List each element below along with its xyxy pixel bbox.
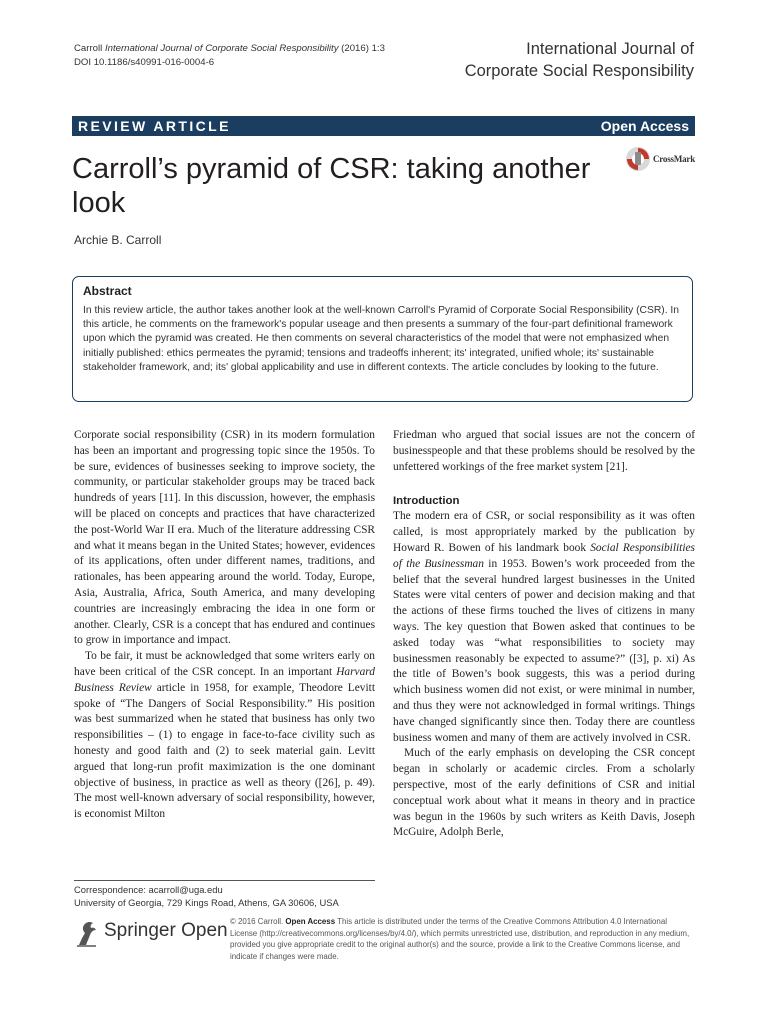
article-type-banner <box>72 116 695 136</box>
abstract-box <box>72 276 693 402</box>
article-title: Carroll’s pyramid of CSR: taking another look <box>72 153 591 219</box>
doi: DOI 10.1186/s40991-016-0004-6 <box>74 57 215 68</box>
paragraph <box>74 649 375 823</box>
paragraph <box>393 509 695 746</box>
abstract-heading: Abstract <box>83 284 132 298</box>
abstract-body: In this review article, the author takes another look at the well-known Carroll's Pyramid of Corporate Social Responsibility (CSR). In this article, he comments on the framework's popular useage and then presents a summary of the four-part definitional framework upon which the pyramid was created. He then comments on several characteristics of the model that were not emphasized when initially published: ethics permeates the pyramid; tensions and tradeoffs inherent; its' integrated, unified whole; its' sustainable stakeholder framework, and; its' global applicability and use in different contexts. The article concludes by looking to the future. <box>83 305 680 373</box>
citation-journal: International Journal of Corporate Social Responsibility <box>104 43 339 54</box>
crossmark-label: CrossMark <box>653 154 696 164</box>
citation-author: Carroll <box>74 43 103 54</box>
right-column <box>393 428 695 841</box>
book-title-italic: Social Responsibilities of the Businessman <box>393 541 695 570</box>
paragraph: Corporate social responsibility (CSR) in its modern formulation has been an important and progressing topic since the 1950s. To be sure, evidences of businesses seeking to improve society, the community, or particular stakeholder groups may be traced back hundreds of years [11]. In this discussion, however, the emphasis will be placed on concepts and practices that have characterized the post-World War II era. Much of the literature addressing CSR and what it means began in the United States; however, evidences of its applications, often under different names, traditions, and rationales, has been appearing around the world. Today, Europe, Asia, Australia, Africa, South America, and many developing countries are increasingly embracing the idea in one form or another. Clearly, CSR is a concept that has endured and continues to grow in importance and impact. <box>74 429 375 647</box>
license-open-access: Open Access <box>285 917 336 926</box>
license-copyright: © 2016 Carroll. <box>230 917 286 926</box>
journal-name-line2: Corporate Social Responsibility <box>464 62 694 80</box>
paragraph: Friedman who argued that social issues are not the concern of businesspeople and that these problems should be resolved by the unfettered workings of the free market system [21]. <box>393 429 695 473</box>
footnote-divider <box>74 880 375 881</box>
crossmark-badge[interactable] <box>625 146 695 172</box>
journal-title-italic: Harvard Business Review <box>74 665 375 694</box>
publisher-open: Open <box>181 920 228 941</box>
citation-header <box>74 42 385 70</box>
springer-open-logo <box>74 918 228 952</box>
journal-name-line1: International Journal of <box>526 40 694 58</box>
section-heading-introduction: Introduction <box>393 495 460 508</box>
citation-line <box>74 42 385 56</box>
article-type-label: REVIEW ARTICLE <box>78 118 231 134</box>
crossmark-icon <box>625 146 651 172</box>
author-name: Archie B. Carroll <box>74 233 162 247</box>
correspondence-email: Correspondence: acarroll@uga.edu <box>74 884 223 895</box>
publisher-name: Springer <box>104 920 176 941</box>
journal-name <box>465 38 694 82</box>
springer-horse-icon <box>74 918 100 948</box>
left-column <box>74 428 375 823</box>
paragraph-text: article in 1958, for example, Theodore Levitt spoke of “The Dangers of Social Responsibility.” His position was best summarized when he stated that business has only two responsibilities – (1) to engage in face-to-face civility such as honesty and good faith and (2) to seek material gain. Levitt argued that long-run profit maximization is the one dominant objective of business, in practice as well as theory ([26], p. 49). The most well-known adversary of social responsibility, however, is economist Milton <box>74 681 375 821</box>
license-statement <box>230 916 695 962</box>
paragraph-text: The modern era of CSR, or social responsibility as it was often called, is most appropriately marked by the publication by Howard R. Bowen of his landmark book <box>393 510 695 554</box>
paragraph: Much of the early emphasis on developing the CSR concept began in scholarly or academic circles. From a scholarly perspective, most of the early definitions of CSR and initial conceptual work about what it means in theory and in practice was begun in the 1960s by such writers as Keith Davis, Joseph McGuire, Adolph Berle, <box>393 747 695 839</box>
citation-year-volume: (2016) 1:3 <box>338 43 385 54</box>
correspondence-note <box>74 883 339 909</box>
open-access-label: Open Access <box>600 118 689 134</box>
license-text: This article is distributed under the terms of the Creative Commons Attribution 4.0 International License (http://creativecommons.org/licenses/by/4.0/), which permits unrestricted use, distribution, and reproduction in any medium, provided you give appropriate credit to the original author(s) and the source, provide a link to the Creative Commons license, and indicate if changes were made. <box>230 917 690 961</box>
paragraph-text: in 1953. Bowen’s work proceeded from the belief that the several hundred largest businesses in the United States were vital centers of power and decision making and that the actions of these firms touched the lives of citizens in many ways. The key question that Bowen asked that continues to be asked today was “what responsibilities to society may businessmen reasonably be expected to assume?” ([3], p. xi) As the title of Bowen’s book suggests, this was a period during which business women did not exist, or were minimal in number, and thus they were not acknowledged in formal writings. Things have changed significantly since then. Today there are countless business women and many of them are actively involved in CSR. <box>393 557 695 744</box>
affiliation: University of Georgia, 729 Kings Road, Athens, GA 30606, USA <box>74 897 339 909</box>
paragraph-text: To be fair, it must be acknowledged that some writers early on have been critical of the CSR concept. In an important <box>74 650 375 678</box>
